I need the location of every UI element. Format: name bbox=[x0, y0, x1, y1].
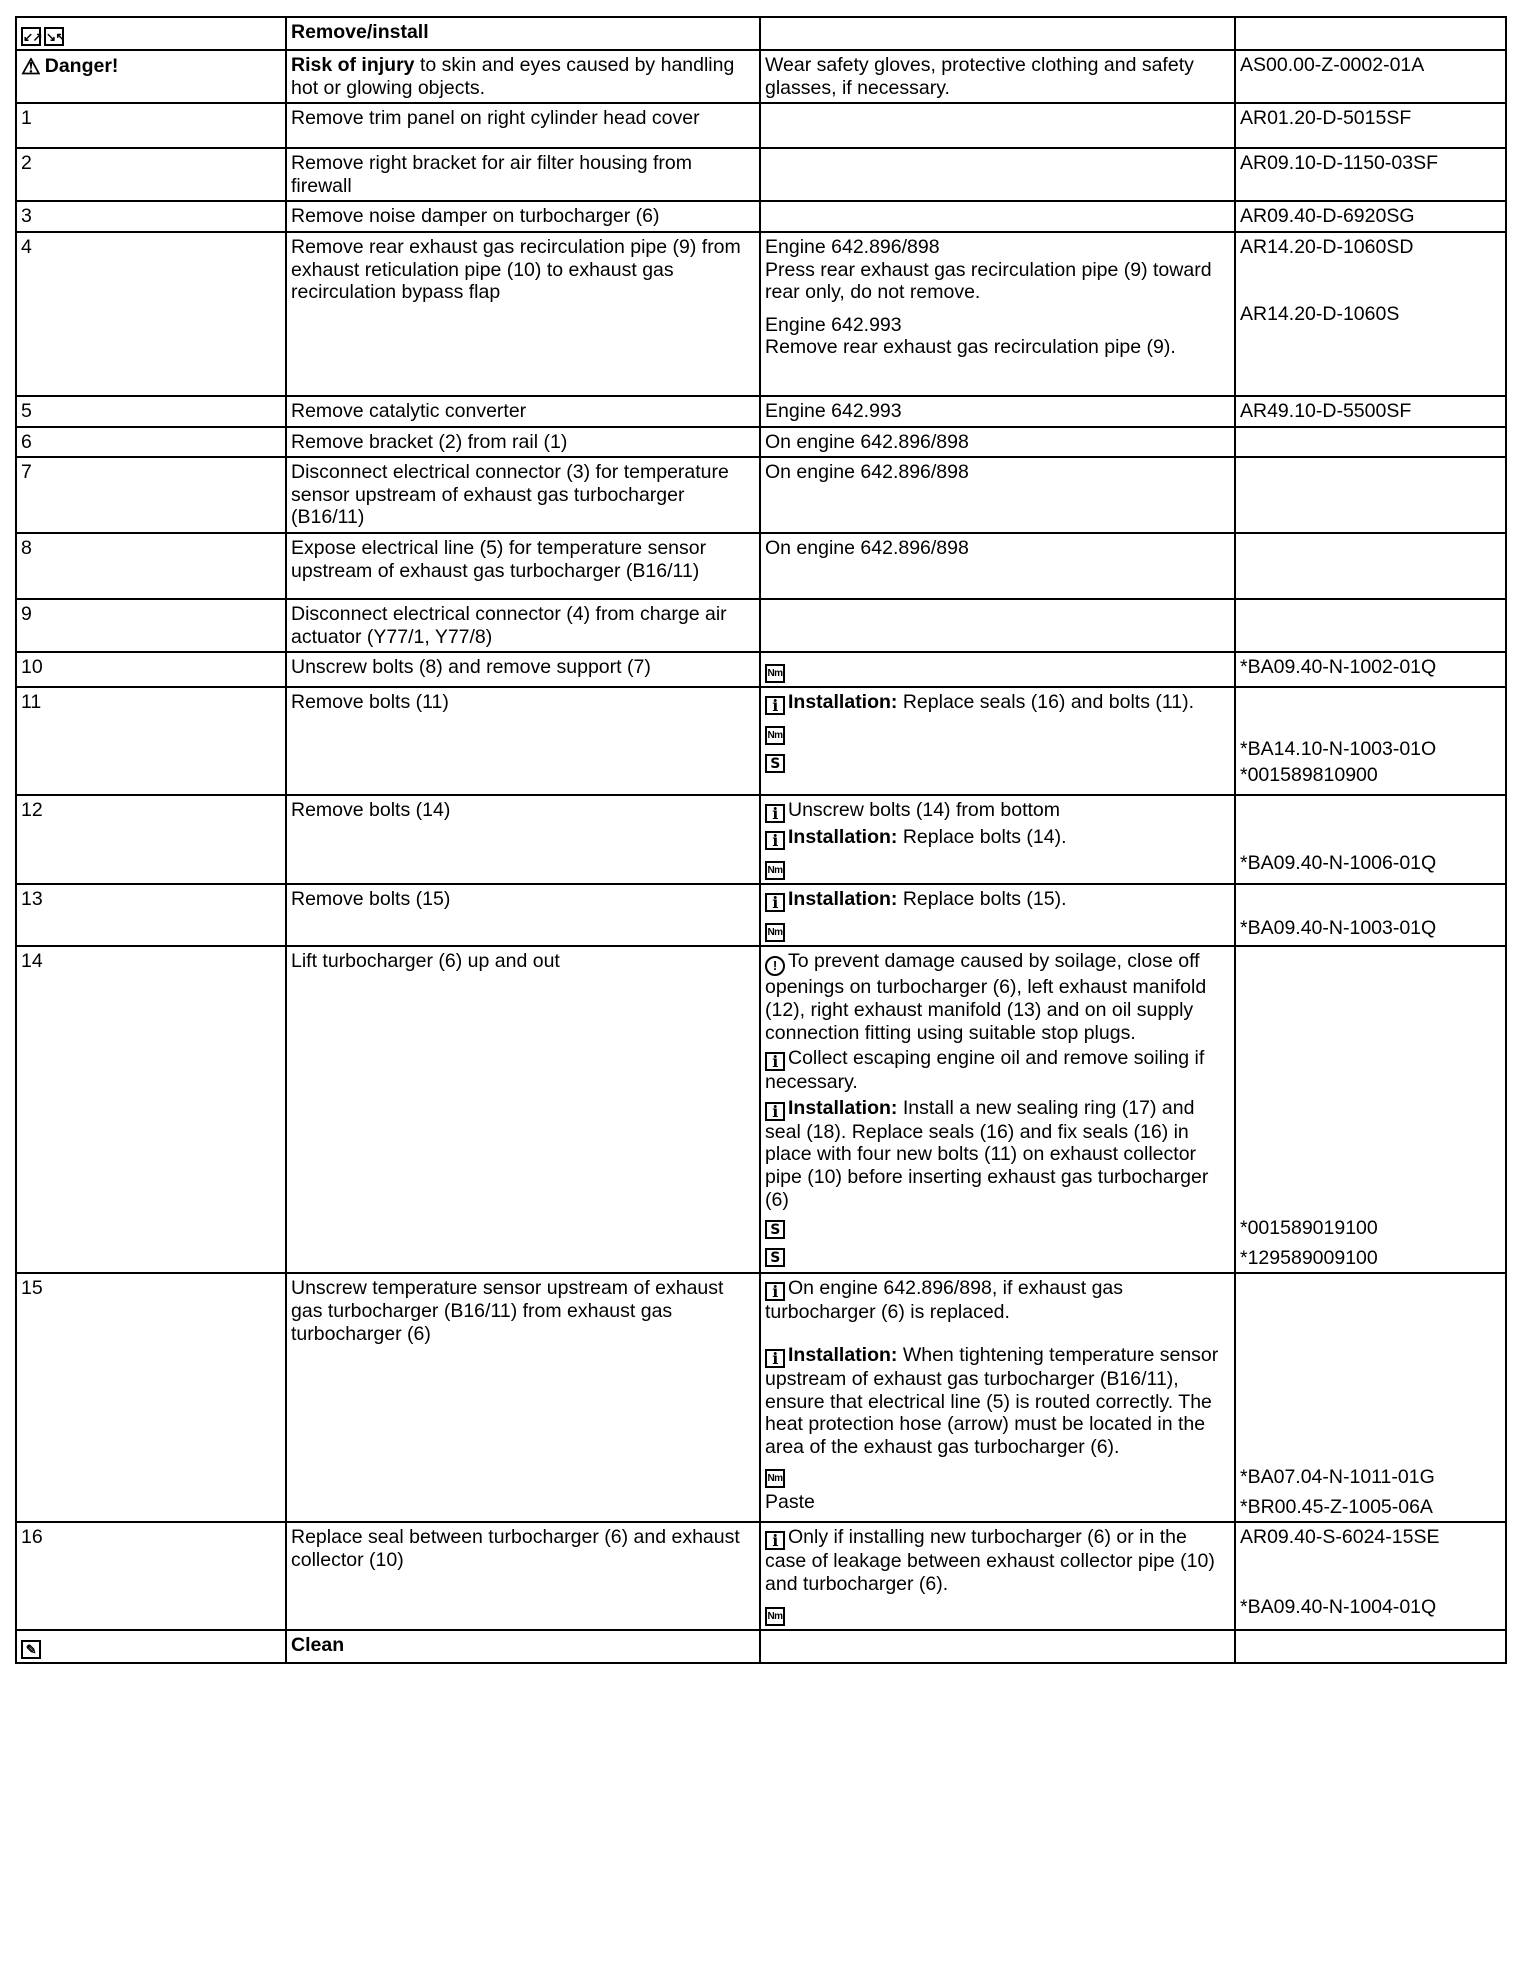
info-text: Only if installing new turbocharger (6) or in the case of leakage between exhaust collector pipe (10) and turbocharger (6). bbox=[765, 1526, 1215, 1595]
step-text: Remove bolts (15) bbox=[286, 884, 760, 946]
step-number: 5 bbox=[16, 396, 286, 427]
step-ref-cell bbox=[1235, 1273, 1506, 1522]
step-text: Unscrew temperature sensor upstream of exhaust gas turbocharger (B16/11) from exhaust gas turbocharger (6) bbox=[286, 1273, 760, 1522]
torque-nm-icon: Nm bbox=[765, 1607, 785, 1626]
info-icon: i bbox=[765, 1349, 785, 1368]
step-ref bbox=[1235, 599, 1506, 652]
ref-b: AR14.20-D-1060S bbox=[1240, 302, 1400, 325]
step-row bbox=[16, 103, 1506, 148]
ref-a: AR14.20-D-1060SD bbox=[1240, 236, 1414, 259]
install-text: Replace bolts (15). bbox=[897, 888, 1067, 911]
step-row bbox=[16, 652, 1506, 687]
step-row bbox=[16, 533, 1506, 599]
torque-nm-icon: Nm bbox=[765, 861, 785, 880]
install-icon: ↘↖ bbox=[44, 27, 64, 46]
step-text: Remove bolts (14) bbox=[286, 795, 760, 884]
step-text: Replace seal between turbocharger (6) and exhaust collector (10) bbox=[286, 1522, 760, 1629]
step-row bbox=[16, 457, 1506, 533]
step-number: 7 bbox=[16, 457, 286, 533]
step-row bbox=[16, 1273, 1506, 1522]
note-a-title: Engine 642.896/898 bbox=[765, 236, 940, 259]
info-icon: i bbox=[765, 1282, 785, 1301]
torque-nm-icon: Nm bbox=[765, 726, 785, 745]
footer-empty-3 bbox=[760, 1630, 1235, 1663]
danger-heading: Risk of injury bbox=[291, 54, 415, 76]
step-row bbox=[16, 232, 1506, 396]
step-notes bbox=[760, 232, 1235, 396]
caution-text: To prevent damage caused by soilage, close off openings on turbocharger (6), left exhaust manifold (12), right exhaust manifold (13) and on oil supply connection fitting using suitable stop plugs. bbox=[765, 950, 1207, 1044]
procedure-table bbox=[15, 16, 1507, 1664]
header-icons-cell bbox=[16, 17, 286, 50]
step-text: Lift turbocharger (6) up and out bbox=[286, 946, 760, 1273]
danger-text: to skin and eyes caused by handling hot or glowing objects. bbox=[291, 54, 735, 99]
info-text: Collect escaping engine oil and remove soiling if necessary. bbox=[765, 1047, 1205, 1094]
step-row bbox=[16, 884, 1506, 946]
ref-tool-2: *129589009100 bbox=[1240, 1246, 1378, 1269]
step-number: 14 bbox=[16, 946, 286, 1273]
ref-nm: *BA07.04-N-1011-01G bbox=[1240, 1466, 1435, 1489]
step-text: Remove right bracket for air filter housing from firewall bbox=[286, 148, 760, 201]
step-text: Disconnect electrical connector (4) from charge air actuator (Y77/1, Y77/8) bbox=[286, 599, 760, 652]
step-text: Expose electrical line (5) for temperature sensor upstream of exhaust gas turbocharger (B16/11) bbox=[286, 533, 760, 599]
paste-label: Paste bbox=[765, 1491, 815, 1514]
info-icon: i bbox=[765, 1052, 785, 1071]
step-notes bbox=[760, 148, 1235, 201]
step-ref: AR01.20-D-5015SF bbox=[1235, 103, 1506, 148]
danger-label-cell bbox=[16, 50, 286, 103]
step-notes bbox=[760, 795, 1235, 884]
step-text: Disconnect electrical connector (3) for temperature sensor upstream of exhaust gas turbocharger (B16/11) bbox=[286, 457, 760, 533]
note-b-title: Engine 642.993 bbox=[765, 313, 902, 336]
install-label: Installation: bbox=[788, 1096, 898, 1119]
step-row bbox=[16, 1522, 1506, 1629]
step-number: 12 bbox=[16, 795, 286, 884]
ref-doc: AR09.40-S-6024-15SE bbox=[1240, 1526, 1440, 1549]
info-icon: i bbox=[765, 831, 785, 850]
info-icon: i bbox=[765, 804, 785, 823]
step-number: 16 bbox=[16, 1522, 286, 1629]
header-title: Remove/install bbox=[286, 17, 760, 50]
step-number: 1 bbox=[16, 103, 286, 148]
step-notes bbox=[760, 1273, 1235, 1522]
step-notes bbox=[760, 1522, 1235, 1629]
install-text: Install a new sealing ring (17) and seal (18). Replace seals (16) and fix seals (16) in place with four new bolts (11) on exhaust collector pipe (10) before inserting exhaust gas turbocharger (6) bbox=[765, 1096, 1209, 1211]
step-notes bbox=[760, 687, 1235, 795]
note-b-text: Remove rear exhaust gas recirculation pipe (9). bbox=[765, 336, 1176, 359]
step-ref-cell bbox=[1235, 1522, 1506, 1629]
header-empty-3 bbox=[760, 17, 1235, 50]
step-notes bbox=[760, 946, 1235, 1273]
step-text: Remove bracket (2) from rail (1) bbox=[286, 427, 760, 458]
caution-icon: ! bbox=[765, 956, 785, 976]
step-note bbox=[760, 599, 1235, 652]
ref-paste: *BR00.45-Z-1005-06A bbox=[1240, 1495, 1433, 1518]
step-row bbox=[16, 148, 1506, 201]
step-number: 3 bbox=[16, 201, 286, 232]
step-ref: *BA09.40-N-1002-01Q bbox=[1235, 652, 1506, 687]
step-ref: AR49.10-D-5500SF bbox=[1235, 396, 1506, 427]
special-tool-icon: S bbox=[765, 754, 785, 773]
step-text: Remove trim panel on right cylinder head cover bbox=[286, 103, 760, 148]
step-ref: AR09.10-D-1150-03SF bbox=[1235, 148, 1506, 201]
footer-empty-4 bbox=[1235, 1630, 1506, 1663]
info-icon: i bbox=[765, 893, 785, 912]
footer-icon-cell bbox=[16, 1630, 286, 1663]
install-label: Installation: bbox=[788, 1343, 898, 1366]
step-ref bbox=[1235, 533, 1506, 599]
ref-nm: *BA14.10-N-1003-01O bbox=[1240, 738, 1437, 761]
step-number: 15 bbox=[16, 1273, 286, 1522]
step-text: Remove bolts (11) bbox=[286, 687, 760, 795]
torque-nm-icon: Nm bbox=[765, 1469, 785, 1488]
step-ref-cell bbox=[1235, 687, 1506, 795]
footer-title: Clean bbox=[286, 1630, 760, 1663]
step-row bbox=[16, 795, 1506, 884]
step-notes bbox=[760, 103, 1235, 148]
install-label: Installation: bbox=[788, 888, 898, 911]
step-row bbox=[16, 946, 1506, 1273]
danger-text-cell bbox=[286, 50, 760, 103]
step-notes bbox=[760, 201, 1235, 232]
danger-ref: AS00.00-Z-0002-01A bbox=[1235, 50, 1506, 103]
step-ref bbox=[1235, 427, 1506, 458]
step-notes bbox=[760, 884, 1235, 946]
torque-nm-icon: Nm bbox=[765, 664, 785, 683]
step-number: 8 bbox=[16, 533, 286, 599]
step-ref-cell bbox=[1235, 946, 1506, 1273]
step-number: 13 bbox=[16, 884, 286, 946]
header-empty-4 bbox=[1235, 17, 1506, 50]
step-note: On engine 642.896/898 bbox=[760, 533, 1235, 599]
install-text: Replace bolts (14). bbox=[897, 826, 1067, 849]
info-text: Unscrew bolts (14) from bottom bbox=[788, 799, 1061, 822]
footer-row bbox=[16, 1630, 1506, 1663]
step-number: 4 bbox=[16, 232, 286, 396]
step-text: Remove rear exhaust gas recirculation pipe (9) from exhaust reticulation pipe (10) to exhaust gas recirculation bypass flap bbox=[286, 232, 760, 396]
step-ref-cell bbox=[1235, 884, 1506, 946]
step-number: 11 bbox=[16, 687, 286, 795]
ref-nm: *BA09.40-N-1004-01Q bbox=[1240, 1595, 1437, 1618]
install-label: Installation: bbox=[788, 691, 898, 714]
danger-measure: Wear safety gloves, protective clothing and safety glasses, if necessary. bbox=[760, 50, 1235, 103]
step-row bbox=[16, 687, 1506, 795]
warning-icon: ⚠ bbox=[21, 54, 41, 79]
ref-nm: *BA09.40-N-1003-01Q bbox=[1240, 917, 1437, 940]
step-number: 2 bbox=[16, 148, 286, 201]
step-note: Engine 642.993 bbox=[760, 396, 1235, 427]
header-row bbox=[16, 17, 1506, 50]
step-row bbox=[16, 201, 1506, 232]
note-a-text: Press rear exhaust gas recirculation pipe (9) toward rear only, do not remove. bbox=[765, 258, 1212, 304]
step-text: Remove catalytic converter bbox=[286, 396, 760, 427]
step-ref-cell bbox=[1235, 795, 1506, 884]
remove-icon: ↙↗ bbox=[21, 27, 41, 46]
install-label: Installation: bbox=[788, 826, 898, 849]
step-number: 6 bbox=[16, 427, 286, 458]
special-tool-icon: S bbox=[765, 1220, 785, 1239]
step-ref bbox=[1235, 457, 1506, 533]
step-row bbox=[16, 599, 1506, 652]
step-text: Unscrew bolts (8) and remove support (7) bbox=[286, 652, 760, 687]
ref-tool: *001589810900 bbox=[1240, 763, 1378, 786]
step-number: 10 bbox=[16, 652, 286, 687]
step-note bbox=[760, 652, 1235, 687]
ref-nm: *BA09.40-N-1006-01Q bbox=[1240, 852, 1437, 875]
info-icon: i bbox=[765, 696, 785, 715]
install-text: Replace seals (16) and bolts (11). bbox=[897, 691, 1195, 714]
step-note: On engine 642.896/898 bbox=[760, 457, 1235, 533]
special-tool-icon: S bbox=[765, 1248, 785, 1267]
danger-row bbox=[16, 50, 1506, 103]
info-text: On engine 642.896/898, if exhaust gas turbocharger (6) is replaced. bbox=[765, 1277, 1124, 1324]
step-row bbox=[16, 396, 1506, 427]
torque-nm-icon: Nm bbox=[765, 923, 785, 942]
step-text: Remove noise damper on turbocharger (6) bbox=[286, 201, 760, 232]
install-text: When tightening temperature sensor upstream of exhaust gas turbocharger (B16/11), ensure that electrical line (5) is routed correctly. The heat protection hose (arrow) must be located in the area of the exhaust gas turbocharger (6). bbox=[765, 1343, 1219, 1458]
info-icon: i bbox=[765, 1102, 785, 1121]
step-ref: AR09.40-D-6920SG bbox=[1235, 201, 1506, 232]
step-row bbox=[16, 427, 1506, 458]
step-note: On engine 642.896/898 bbox=[760, 427, 1235, 458]
clean-icon: ✎ bbox=[21, 1640, 41, 1659]
danger-label: Danger! bbox=[44, 55, 119, 77]
ref-tool-1: *001589019100 bbox=[1240, 1217, 1378, 1240]
step-ref-cell bbox=[1235, 232, 1506, 396]
info-icon: i bbox=[765, 1531, 785, 1550]
step-number: 9 bbox=[16, 599, 286, 652]
